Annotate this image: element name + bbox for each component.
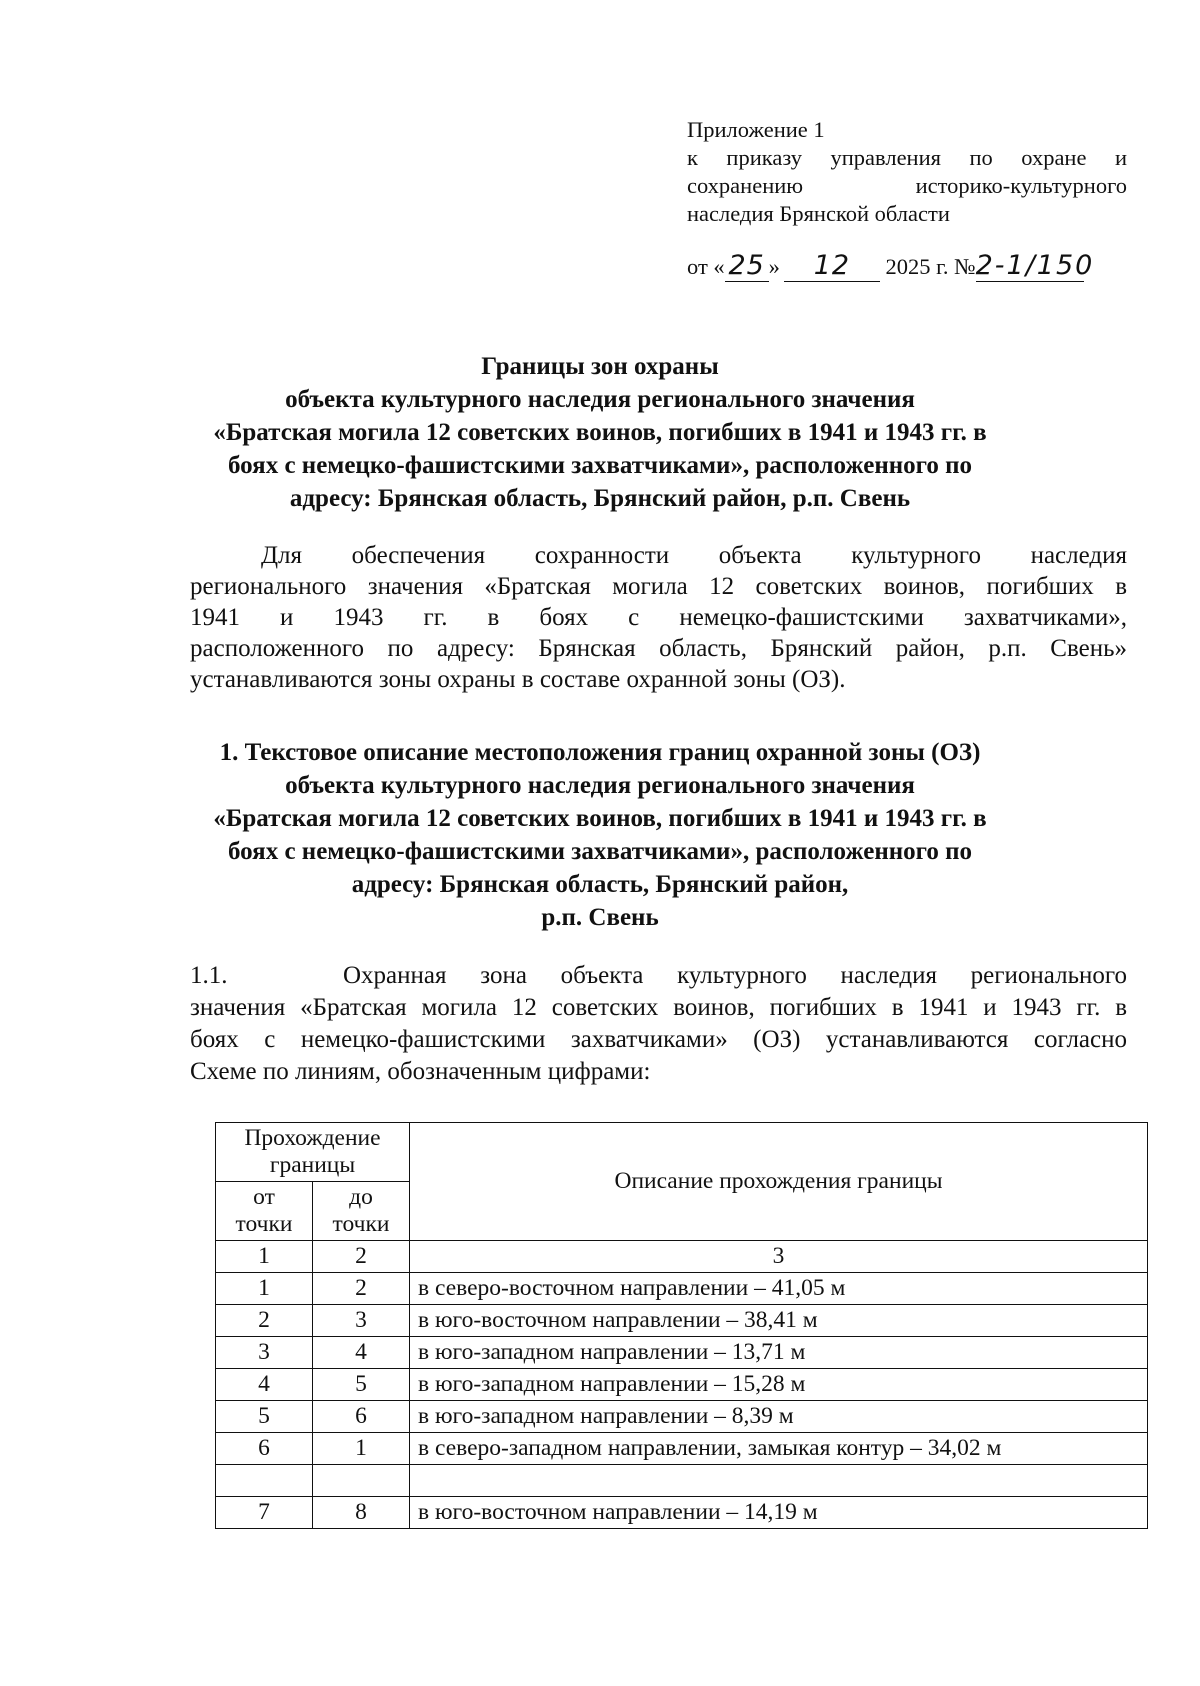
from-point-cell: 3 [216,1337,313,1369]
table-row-empty [216,1465,1148,1497]
order-day-handwritten: 25 [725,251,769,282]
from-point-cell [216,1465,313,1497]
intro-line: расположенного по адресу: Брянская область, Брянский район, р.п. Свень» [190,635,1127,662]
to-point-cell: 8 [313,1497,410,1529]
description-cell: в юго-западном направлении – 8,39 м [410,1401,1148,1433]
to-point-cell: 5 [313,1369,410,1401]
document-title [100,350,1100,515]
boundary-table [215,1122,1148,1529]
table-index-row [216,1241,1148,1273]
to-point-cell: 1 [313,1433,410,1465]
description-cell: в северо-восточном направлении – 41,05 м [410,1273,1148,1305]
intro-line: Для обеспечения сохранности объекта культурного наследия [261,542,1127,569]
description-cell: в северо-западном направлении, замыкая контур – 34,02 м [410,1433,1148,1465]
section-line: объекта культурного наследия регионального значения [285,772,915,799]
intro-paragraph [190,540,1127,695]
description-cell: в юго-западном направлении – 13,71 м [410,1337,1148,1369]
section-line: адресу: Брянская область, Брянский район, [351,871,849,898]
description-cell: в юго-восточном направлении – 38,41 м [410,1305,1148,1337]
header-to-cell: до точки [313,1182,410,1241]
para-line-text: Охранная зона объекта культурного наследия регионального [343,962,1127,989]
description-cell [410,1465,1148,1497]
to-point-cell: 6 [313,1401,410,1433]
table-row [216,1305,1148,1337]
from-point-cell: 4 [216,1369,313,1401]
order-prefix: от « [687,254,725,279]
table-row [216,1433,1148,1465]
title-line: Границы зон охраны [481,353,719,380]
order-date-number [687,250,1127,290]
table-row [216,1401,1148,1433]
para-line: значения «Братская могила 12 советских воинов, погибших в 1941 и 1943 гг. в [190,994,1127,1021]
order-mid: » [768,254,780,279]
appendix-line: сохранению историко-культурного [687,173,1127,198]
table-row [216,1337,1148,1369]
description-cell: в юго-западном направлении – 15,28 м [410,1369,1148,1401]
intro-line: регионального значения «Братская могила 12 советских воинов, погибших в [190,573,1127,600]
section-line: «Братская могила 12 советских воинов, погибших в 1941 и 1943 гг. в [213,805,987,832]
order-year: 2025 г. № [885,254,976,279]
to-point-cell: 3 [313,1305,410,1337]
order-number-handwritten: 2-1/150 [975,250,1095,281]
from-point-cell: 1 [216,1273,313,1305]
title-line: «Братская могила 12 советских воинов, погибших в 1941 и 1943 гг. в [213,419,987,446]
para-number: 1.1. [190,962,228,989]
index-cell: 2 [313,1241,410,1273]
para-line [190,960,1127,992]
appendix-line: к приказу управления по охране и [687,145,1127,170]
section-line: боях с немецко-фашистскими захватчиками», расположенного по [227,838,973,865]
section-line: 1. Текстовое описание местоположения границ охранной зоны (ОЗ) [219,739,981,766]
title-line: адресу: Брянская область, Брянский район, р.п. Свень [289,485,911,512]
to-point-cell [313,1465,410,1497]
header-description-cell: Описание прохождения границы [410,1123,1148,1241]
para-line: боях с немецко-фашистскими захватчиками» (ОЗ) устанавливаются согласно [190,1026,1127,1053]
index-cell: 3 [410,1241,1148,1273]
para-line: Схеме по линиям, обозначенным цифрами: [190,1058,651,1085]
from-point-cell: 6 [216,1433,313,1465]
title-line: объекта культурного наследия регионального значения [285,386,915,413]
index-cell: 1 [216,1241,313,1273]
table-row [216,1369,1148,1401]
intro-line: 1941 и 1943 гг. в боях с немецко-фашистскими захватчиками», [190,604,1127,631]
section-line: р.п. Свень [541,904,659,931]
from-point-cell: 2 [216,1305,313,1337]
order-month-handwritten: 12 [784,251,880,282]
table-row [216,1497,1148,1529]
paragraph-1-1 [190,960,1127,1088]
to-point-cell: 4 [313,1337,410,1369]
table-row [216,1273,1148,1305]
appendix-title: Приложение 1 [687,117,825,142]
description-cell: в юго-восточном направлении – 14,19 м [410,1497,1148,1529]
from-point-cell: 5 [216,1401,313,1433]
section-heading [100,736,1100,934]
intro-line: устанавливаются зоны охраны в составе охранной зоны (ОЗ). [190,666,846,693]
appendix-block [687,116,1127,228]
to-point-cell: 2 [313,1273,410,1305]
appendix-line: наследия Брянской области [687,201,950,226]
header-from-cell: от точки [216,1182,313,1241]
table-header-row [216,1123,1148,1182]
title-line: боях с немецко-фашистскими захватчиками», расположенного по [227,452,973,479]
from-point-cell: 7 [216,1497,313,1529]
header-group-cell: Прохождение границы [216,1123,410,1182]
